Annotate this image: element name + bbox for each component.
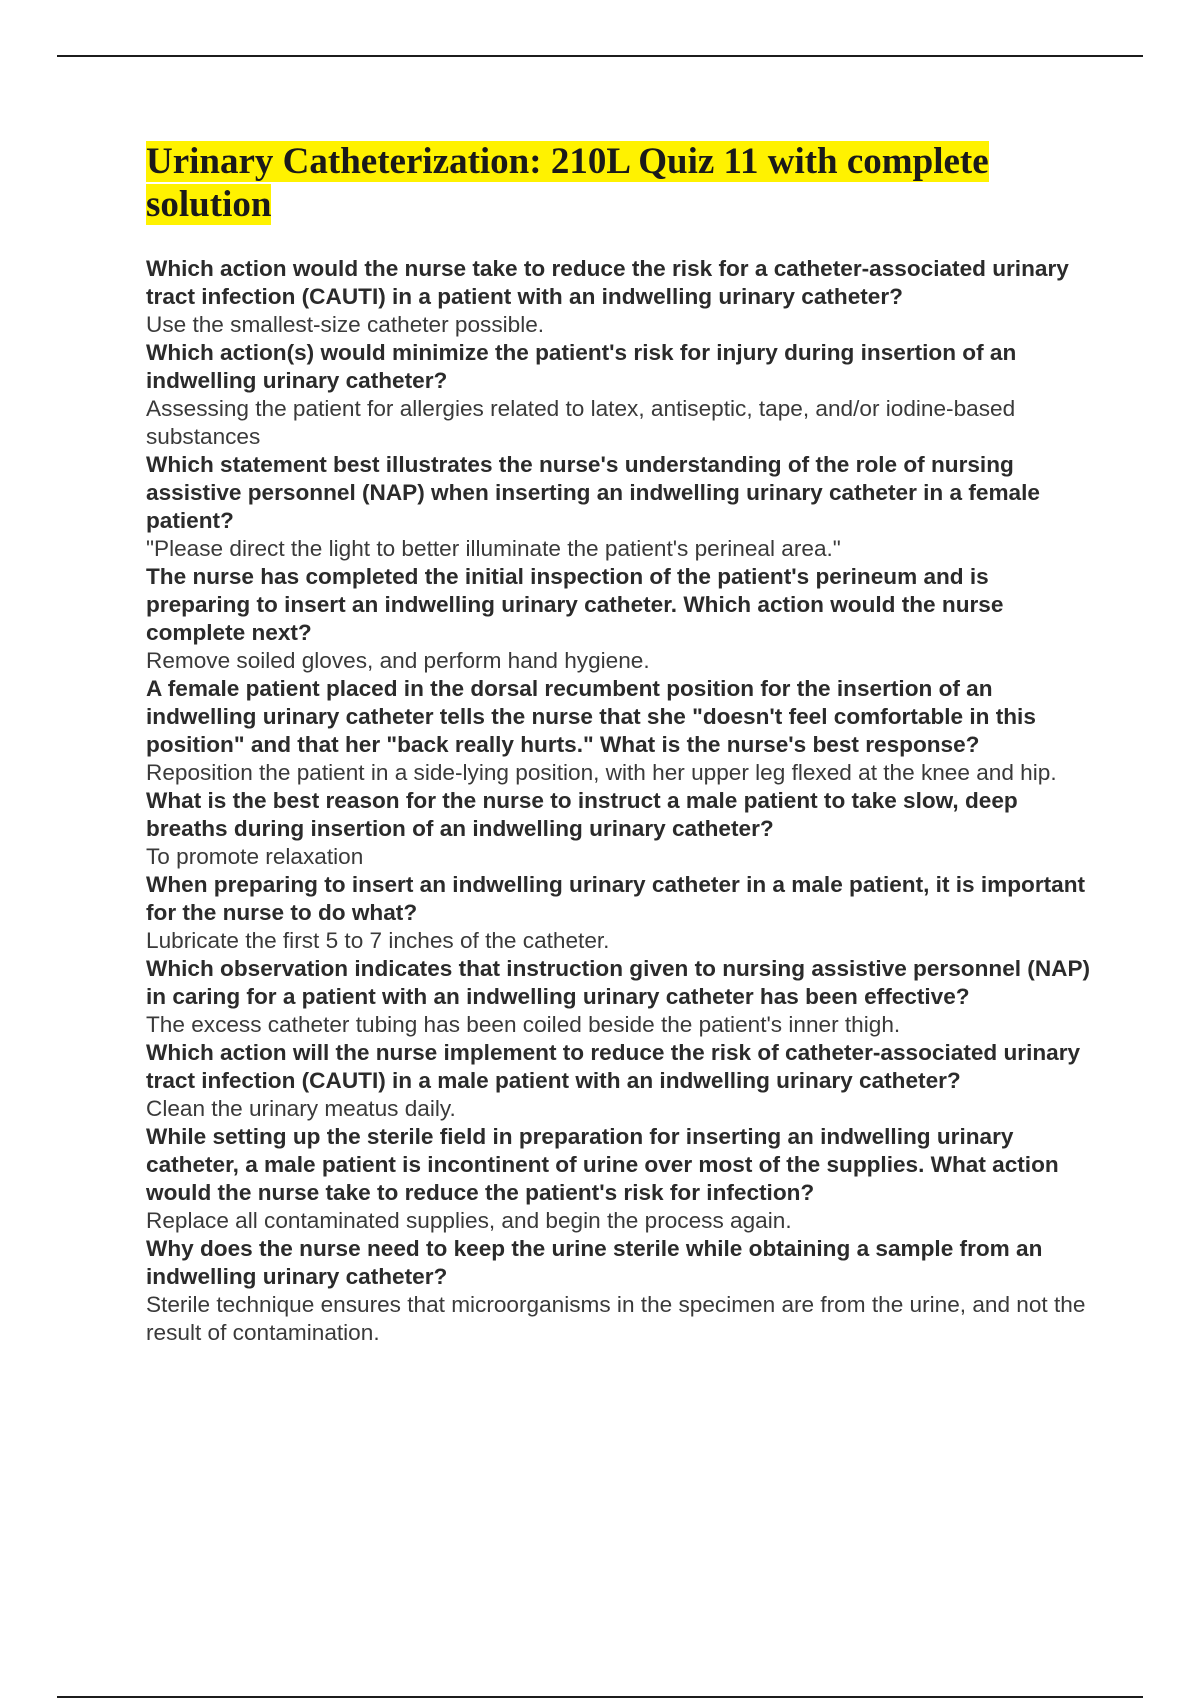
answer-text: Reposition the patient in a side-lying position, with her upper leg flexed at the knee and hip. bbox=[146, 760, 1057, 785]
answer-text: "Please direct the light to better illuminate the patient's perineal area." bbox=[146, 536, 841, 561]
document-title bbox=[146, 140, 1096, 226]
answer-text: Use the smallest-size catheter possible. bbox=[146, 312, 545, 337]
document-title-text: Urinary Catheterization: 210L Quiz 11 with complete solution bbox=[146, 141, 989, 225]
question-text: The nurse has completed the initial inspection of the patient's perineum and is preparing to insert an indwelling urinary catheter. Which action would the nurse complete next? bbox=[146, 564, 1004, 645]
question-text: Which statement best illustrates the nurse's understanding of the role of nursing assistive personnel (NAP) when inserting an indwelling urinary catheter in a female patient? bbox=[146, 452, 1040, 533]
answer-text: The excess catheter tubing has been coiled beside the patient's inner thigh. bbox=[146, 1012, 901, 1037]
question-text: Which action(s) would minimize the patient's risk for injury during insertion of an indwelling urinary catheter? bbox=[146, 340, 1017, 393]
answer-text: Remove soiled gloves, and perform hand hygiene. bbox=[146, 648, 650, 673]
question-text: A female patient placed in the dorsal recumbent position for the insertion of an indwelling urinary catheter tells the nurse that she "doesn't feel comfortable in this position" and that her "back really hurts." What is the nurse's best response? bbox=[146, 676, 1036, 757]
question-text: Which action will the nurse implement to reduce the risk of catheter-associated urinary tract infection (CAUTI) in a male patient with an indwelling urinary catheter? bbox=[146, 1040, 1081, 1093]
qa-item bbox=[146, 339, 1096, 451]
qa-item bbox=[146, 255, 1096, 339]
qa-item bbox=[146, 1039, 1096, 1123]
qa-item bbox=[146, 1235, 1096, 1347]
qa-item bbox=[146, 787, 1096, 871]
question-text: While setting up the sterile field in preparation for inserting an indwelling urinary catheter, a male patient is incontinent of urine over most of the supplies. What action would the nurse take to reduce the patient's risk for infection? bbox=[146, 1124, 1059, 1205]
qa-item bbox=[146, 1123, 1096, 1235]
answer-text: Assessing the patient for allergies related to latex, antiseptic, tape, and/or iodine-based substances bbox=[146, 396, 1016, 449]
qa-item bbox=[146, 563, 1096, 675]
answer-text: To promote relaxation bbox=[146, 844, 364, 869]
answer-text: Clean the urinary meatus daily. bbox=[146, 1096, 456, 1121]
question-text: Which observation indicates that instruction given to nursing assistive personnel (NAP) in caring for a patient with an indwelling urinary catheter has been effective? bbox=[146, 956, 1091, 1009]
top-rule bbox=[57, 55, 1143, 57]
question-text: Which action would the nurse take to reduce the risk for a catheter-associated urinary tract infection (CAUTI) in a patient with an indwelling urinary catheter? bbox=[146, 256, 1069, 309]
qa-item bbox=[146, 451, 1096, 563]
qa-item bbox=[146, 675, 1096, 787]
question-text: What is the best reason for the nurse to instruct a male patient to take slow, deep breaths during insertion of an indwelling urinary catheter? bbox=[146, 788, 1018, 841]
answer-text: Replace all contaminated supplies, and begin the process again. bbox=[146, 1208, 792, 1233]
bottom-rule bbox=[57, 1696, 1143, 1698]
document-body bbox=[146, 140, 1096, 1347]
qa-item bbox=[146, 955, 1096, 1039]
question-text: When preparing to insert an indwelling urinary catheter in a male patient, it is important for the nurse to do what? bbox=[146, 872, 1086, 925]
qa-item bbox=[146, 871, 1096, 955]
question-text: Why does the nurse need to keep the urine sterile while obtaining a sample from an indwelling urinary catheter? bbox=[146, 1236, 1043, 1289]
answer-text: Sterile technique ensures that microorganisms in the specimen are from the urine, and not the result of contamination. bbox=[146, 1292, 1086, 1345]
answer-text: Lubricate the first 5 to 7 inches of the catheter. bbox=[146, 928, 610, 953]
qa-list bbox=[146, 255, 1096, 1347]
